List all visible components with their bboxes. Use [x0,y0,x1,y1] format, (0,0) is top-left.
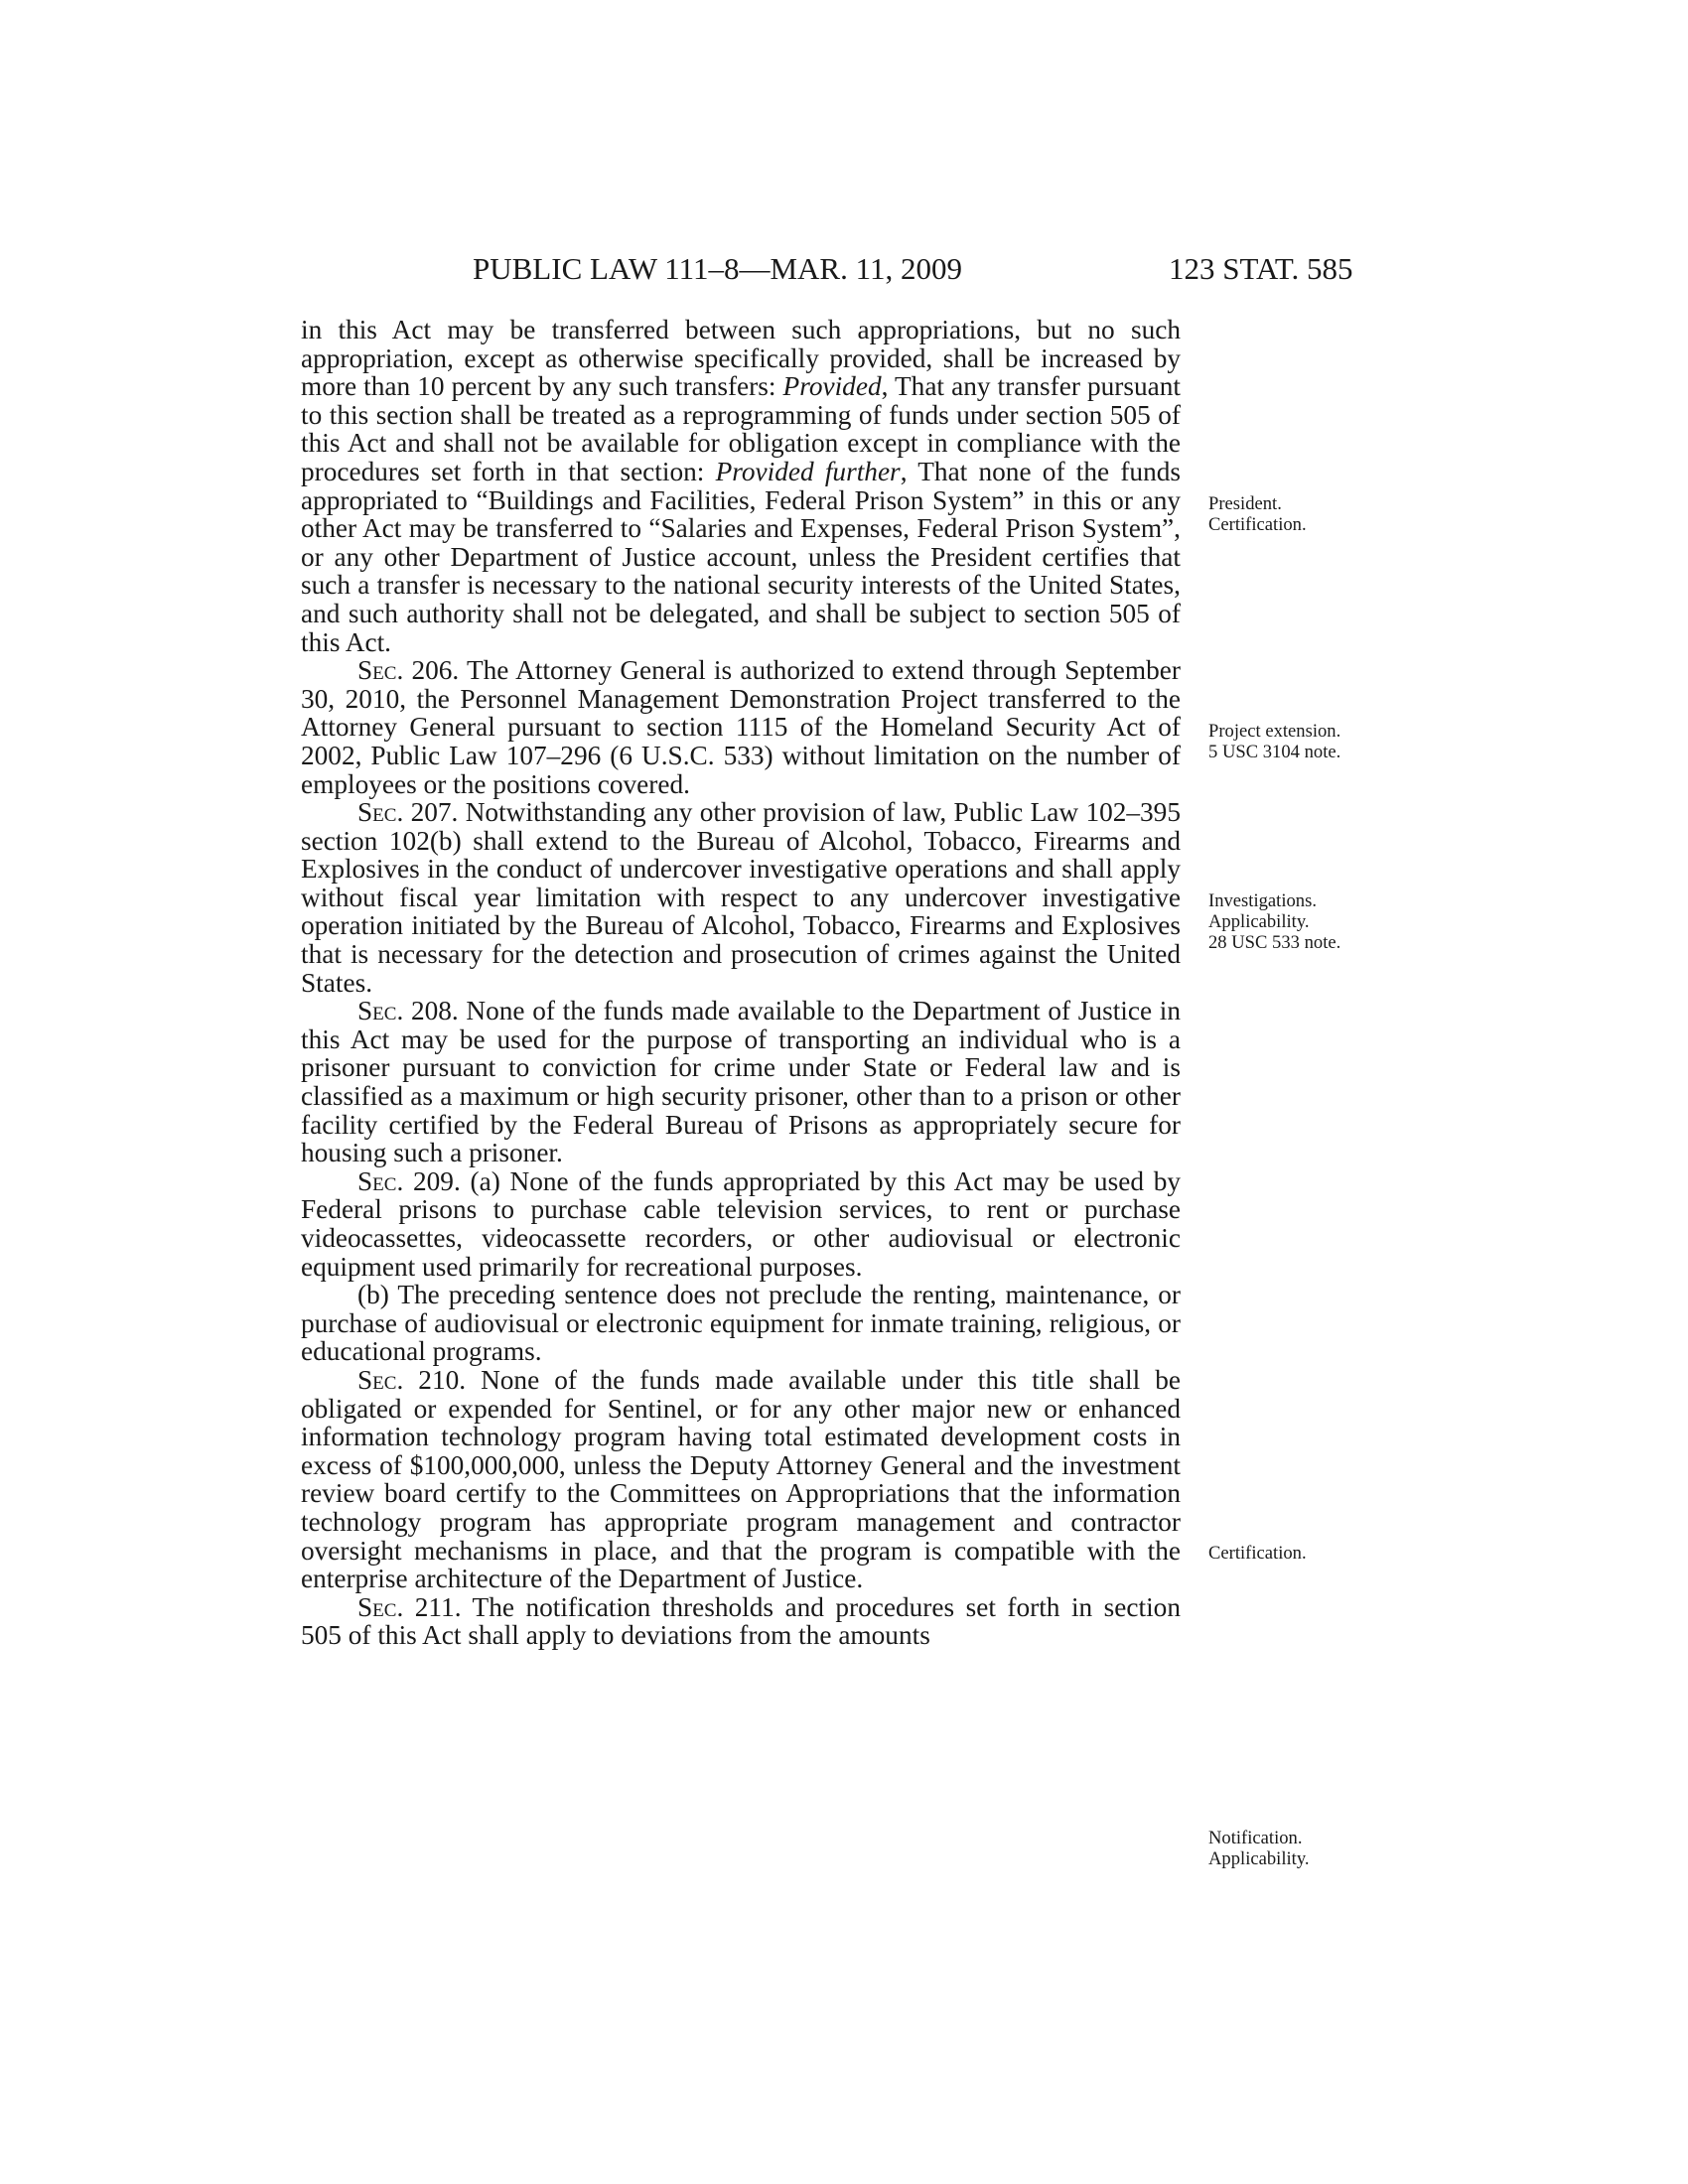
margin-note-project-extension [1208,721,1367,762]
margin-note-notification [1208,1828,1367,1869]
section-text: (b) The preceding sentence does not preclude the renting, maintenance, or purchase of audiovisual or electronic equipment for inmate training, religious, or educational programs. [301,1280,1181,1367]
margin-note-line: Project extension. [1208,721,1341,742]
margin-note-line: Certification. [1208,514,1307,535]
section-label: Sec. 209. [357,1165,461,1196]
margin-note-line: 28 USC 533 note. [1208,932,1341,953]
section-text: The Attorney General is authorized to extend through September 30, 2010, the Personnel Management Demonstration Project transferred to the Attorney General pursuant to section 1115 of the Homeland Security Act of 2002, Public Law 107–296 (6 U.S.C. 533) without limitation on the number of employees or the positions covered. [301,655,1181,799]
margin-note-investigations [1208,890,1367,953]
section-209 [301,1167,1181,1281]
section-label: Sec. 207. [357,797,459,828]
section-label: Sec. 210. [357,1364,467,1395]
section-text: None of the funds made available under this title shall be obligated or expended for Sentinel, or for any other major new or enhanced information technology program having total estimated development costs in excess of $100,000,000, unless the Deputy Attorney General and the investment review board certify to the Committees on Appropriations that the information technology program has appropriate program management and contractor oversight mechanisms in place, and that the program is compatible with the enterprise architecture of the Department of Justice. [301,1364,1181,1594]
section-label: Sec. 206. [357,655,460,686]
section-206 [301,656,1181,798]
page-stat-citation: 123 STAT. 585 [1169,251,1353,286]
margin-note-line: President. [1208,493,1282,514]
running-header-title: PUBLIC LAW 111–8—MAR. 11, 2009 [473,251,962,286]
section-text: (a) None of the funds appropriated by this Act may be used by Federal prisons to purchase cable television services, to rent or purchase videocassettes, videocassette recorders, or other audiovisual or electronic equipment used primarily for recreational purposes. [301,1165,1181,1282]
margin-note-president-certification [1208,493,1367,535]
italic-provided: Provided [782,371,882,402]
section-label: Sec. 208. [357,996,459,1026]
section-208 [301,997,1181,1167]
text-run: , That any transfer pursuant to this section shall be treated as a reprogramming of funds under section 505 of this Act and shall not be available for obligation except in compliance with the procedures set forth in that section: [301,371,1181,486]
section-210 [301,1366,1181,1593]
italic-provided-further: Provided further [715,456,901,486]
margin-note-line: 5 USC 3104 note. [1208,742,1341,762]
section-211 [301,1593,1181,1650]
text-run: , That none of the funds appropriated to “Buildings and Facilities, Federal Prison System” in this or any other Act may be transferred to “Salaries and Expenses, Federal Prison System”, or any other Department of Justice account, unless the President certifies that such a transfer is necessary to the national security interests of the United States, and such authority shall not be delegated, and shall be subject to section 505 of this Act. [301,456,1181,657]
margin-note-line: Notification. [1208,1828,1303,1848]
margin-note-line: Applicability. [1208,1848,1310,1869]
margin-note-line: Certification. [1208,1543,1307,1564]
margin-note-line: Investigations. [1208,890,1317,911]
margin-note-line: Applicability. [1208,911,1310,932]
paragraph-continuation [301,316,1181,656]
section-207 [301,798,1181,997]
section-209-b [301,1281,1181,1366]
body-text [301,316,1181,1650]
text-run: in this Act may be transferred between such appropriations, but no such appropriation, except as otherwise specifically provided, shall be increased by more than 10 percent by any such transfers: [301,315,1181,402]
section-label: Sec. 211. [357,1591,462,1622]
margin-note-certification [1208,1543,1367,1564]
section-text: The notification thresholds and procedures set forth in section 505 of this Act shall apply to deviations from the amounts [301,1591,1181,1651]
section-text: Notwithstanding any other provision of law, Public Law 102–395 section 102(b) shall extend to the Bureau of Alcohol, Tobacco, Firearms and Explosives in the conduct of undercover investigative operations and shall apply without fiscal year limitation with respect to any undercover investigative operation initiated by the Bureau of Alcohol, Tobacco, Firearms and Explosives that is necessary for the detection and prosecution of crimes against the United States. [301,797,1181,998]
section-text: None of the funds made available to the Department of Justice in this Act may be used for the purpose of transporting an individual who is a prisoner pursuant to conviction for crime under State or Federal law and is classified as a maximum or high security prisoner, other than to a prison or other facility certified by the Federal Bureau of Prisons as appropriately secure for housing such a prisoner. [301,996,1181,1168]
